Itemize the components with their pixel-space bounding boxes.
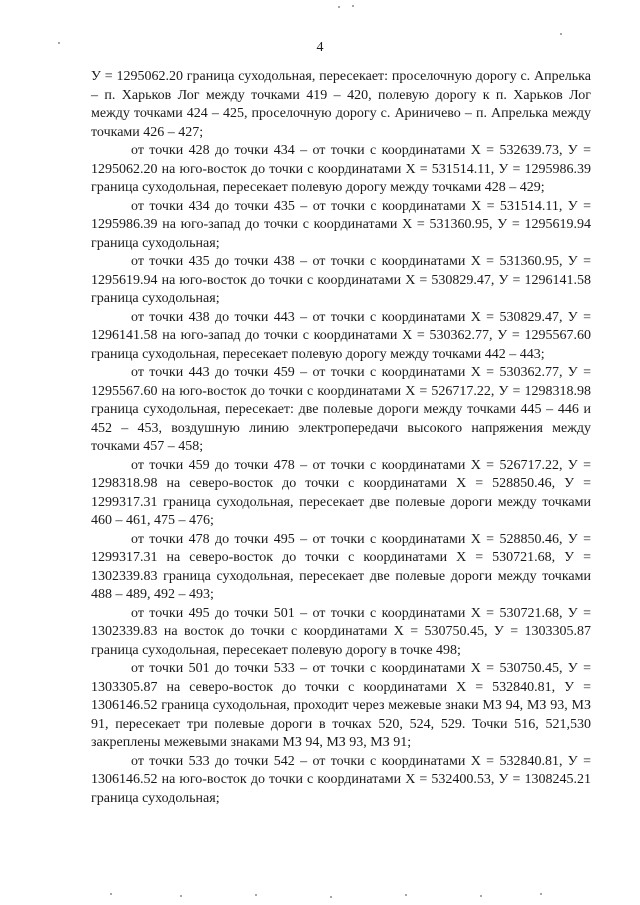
scan-artifact	[58, 42, 60, 44]
scan-artifact	[180, 895, 182, 897]
paragraph-2: от точки 428 до точки 434 – от точки с координатами Х = 532639.73, У = 1295062.20 на юго-восток до точки с координатами Х = 531514.11, У = 1295986.39 граница суходольная, пересекает полевую дорогу между точками 428 – 429;	[91, 143, 591, 195]
scan-artifact	[405, 894, 407, 896]
scan-artifact	[338, 6, 340, 8]
paragraph-3: от точки 434 до точки 435 – от точки с координатами Х = 531514.11, У = 1295986.39 на юго-запад до точки с координатами Х = 531360.95, У = 1295619.94 граница суходольная;	[91, 198, 591, 251]
paragraph-11: от точки 533 до точки 542 – от точки с координатами Х = 532840.81, У = 1306146.52 на юго-восток до точки с координатами Х = 532400.53, У = 1308245.21 граница суходольная;	[91, 753, 591, 806]
paragraph-6: от точки 443 до точки 459 – от точки с координатами Х = 530362.77, У = 1295567.60 на юго-восток до точки с координатами Х = 526717.22, У = 1298318.98 граница суходольная, пересекает: две полевые дороги между точками 445 – 446 и 452 – 453, воздушную линию электропередачи высокого напряжения между точками 457 – 458;	[91, 365, 591, 454]
paragraph-9: от точки 495 до точки 501 – от точки с координатами Х = 530721.68, У = 1302339.83 на восток до точки с координатами Х = 530750.45, У = 1303305.87 граница суходольная, пересекает полевую дорогу в точке 498;	[91, 605, 591, 658]
scan-artifact	[352, 5, 354, 7]
scan-artifact	[560, 33, 562, 35]
paragraph-10: от точки 501 до точки 533 – от точки с координатами Х = 530750.45, У = 1303305.87 на северо-восток до точки с координатами Х = 532840.81, У = 1306146.52 граница суходольная, проходит через межевые знаки МЗ 94, МЗ 93, МЗ 91, пересекает три полевые дороги в точках 520, 524, 529. Точки 516, 521,530 закреплены межевыми знаками МЗ 94, МЗ 93, МЗ 91;	[91, 661, 591, 750]
document-body	[91, 68, 591, 808]
scan-artifact	[330, 896, 332, 898]
scan-artifact	[480, 895, 482, 897]
paragraph-7: от точки 459 до точки 478 – от точки с координатами Х = 526717.22, У = 1298318.98 на северо-восток до точки с координатами Х = 528850.46, У = 1299317.31 граница суходольная, пересекает две полевые дороги между точками 460 – 461, 475 – 476;	[91, 457, 591, 528]
scan-artifact	[540, 893, 542, 895]
page-number: 4	[316, 40, 324, 55]
paragraph-1: У = 1295062.20 граница суходольная, пересекает: проселочную дорогу с. Апрелька – п. Харьков Лог между точками 419 – 420, полевую дорогу к п. Харьков Лог между точками 424 – 425, проселочную дорогу с. Ариничево – п. Апрелька между точками 426 – 427;	[91, 69, 591, 140]
scan-artifact	[255, 894, 257, 896]
paragraph-5: от точки 438 до точки 443 – от точки с координатами Х = 530829.47, У = 1296141.58 на юго-запад до точки с координатами Х = 530362.77, У = 1295567.60 граница суходольная, пересекает полевую дорогу между точками 442 – 443;	[91, 309, 591, 362]
paragraph-4: от точки 435 до точки 438 – от точки с координатами Х = 531360.95, У = 1295619.94 на юго-восток до точки с координатами Х = 530829.47, У = 1296141.58 граница суходольная;	[91, 254, 591, 306]
scan-artifact	[110, 893, 112, 895]
paragraph-8: от точки 478 до точки 495 – от точки с координатами Х = 528850.46, У = 1299317.31 на северо-восток до точки с координатами Х = 530721.68, У = 1302339.83 граница суходольная, пересекает две полевые дороги между точками 488 – 489, 492 – 493;	[91, 531, 591, 602]
